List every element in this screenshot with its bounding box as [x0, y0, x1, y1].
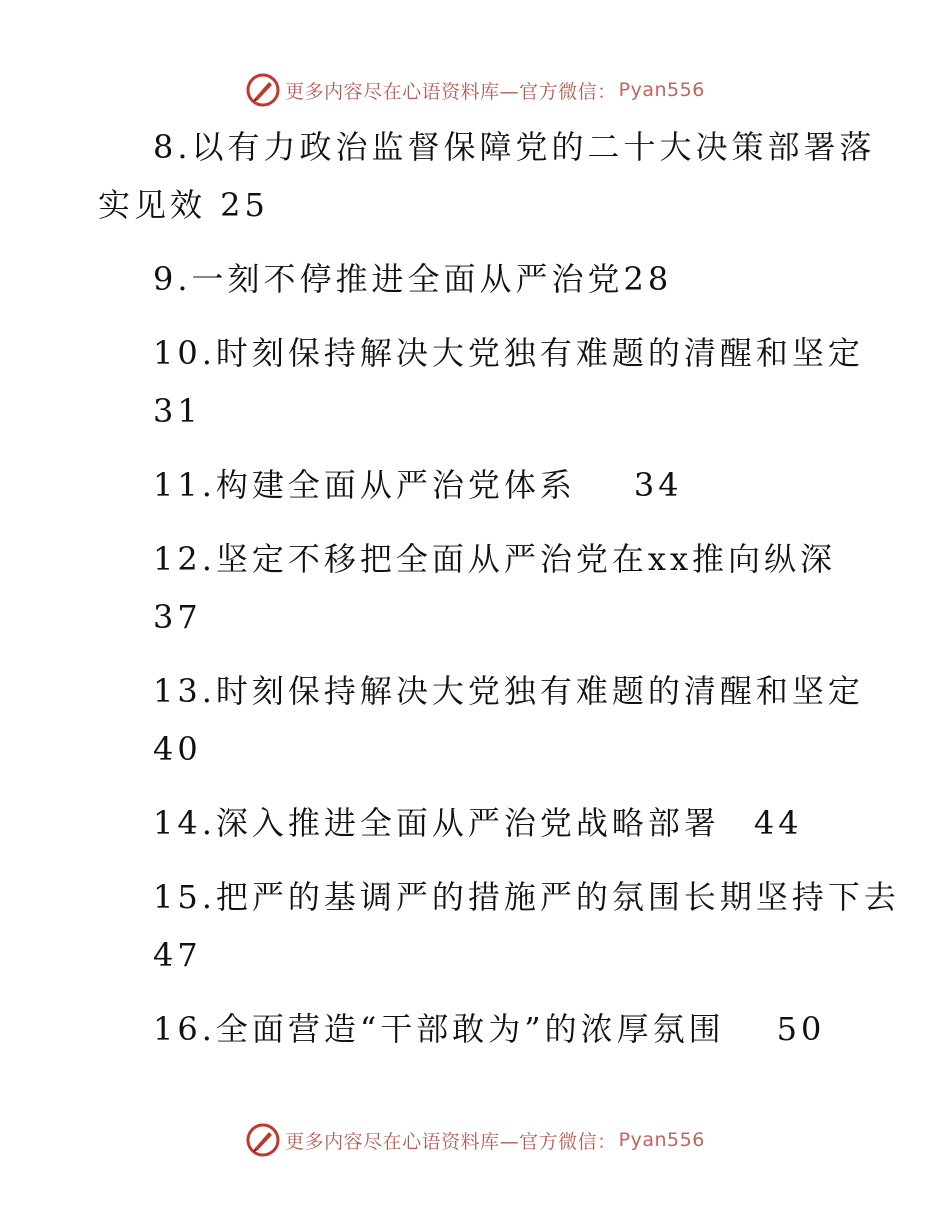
toc-entry-title: 15.把严的基调严的措施严的氛围长期坚持下去: [153, 878, 900, 916]
toc-item: [0, 456, 950, 514]
toc-item: [0, 250, 950, 308]
watermark-wechat-id: Pyan556: [618, 1129, 705, 1151]
toc-entry-continuation: 实见效 25: [98, 186, 269, 224]
toc-item: [0, 118, 950, 234]
toc-entry-title: 8.以有力政治监督保障党的二十大决策部署落: [153, 128, 876, 166]
toc-item: [0, 324, 950, 440]
toc-entry-page: 31: [153, 392, 202, 430]
pen-logo-icon: [245, 72, 281, 108]
toc-entry-title: 13.时刻保持解决大党独有难题的清醒和坚定: [153, 672, 864, 710]
toc-item: [0, 662, 950, 778]
toc-entry-title: 12.坚定不移把全面从严治党在xx推向纵深: [153, 540, 836, 578]
toc-entry-page: 34: [633, 466, 683, 504]
toc-entry-title: 11.构建全面从严治党体系: [153, 466, 576, 504]
toc-entry-title: 14.深入推进全面从严治党战略部署: [153, 804, 720, 842]
table-of-contents: [0, 118, 950, 1074]
toc-item: [0, 530, 950, 646]
watermark-text: 更多内容尽在心语资料库—官方微信：: [285, 80, 617, 103]
header-watermark: [0, 70, 950, 110]
toc-item: [0, 1000, 950, 1058]
footer-watermark: [0, 1120, 950, 1160]
toc-item: [0, 868, 950, 984]
pen-logo-icon: [245, 1122, 281, 1158]
toc-entry-page: 40: [153, 730, 202, 768]
toc-item: [0, 794, 950, 852]
watermark-text: 更多内容尽在心语资料库—官方微信：: [285, 1130, 617, 1153]
toc-entry-page: 50: [776, 1010, 826, 1048]
toc-entry-title: 10.时刻保持解决大党独有难题的清醒和坚定: [153, 334, 864, 372]
toc-entry-page: 47: [153, 936, 202, 974]
toc-entry-page: 37: [153, 598, 202, 636]
toc-entry-title: 16.全面营造“干部敢为”的浓厚氛围: [153, 1010, 725, 1048]
toc-entry-title: 9.一刻不停推进全面从严治党28: [153, 260, 673, 298]
watermark-wechat-id: Pyan556: [618, 79, 705, 101]
toc-entry-page: 44: [753, 804, 803, 842]
